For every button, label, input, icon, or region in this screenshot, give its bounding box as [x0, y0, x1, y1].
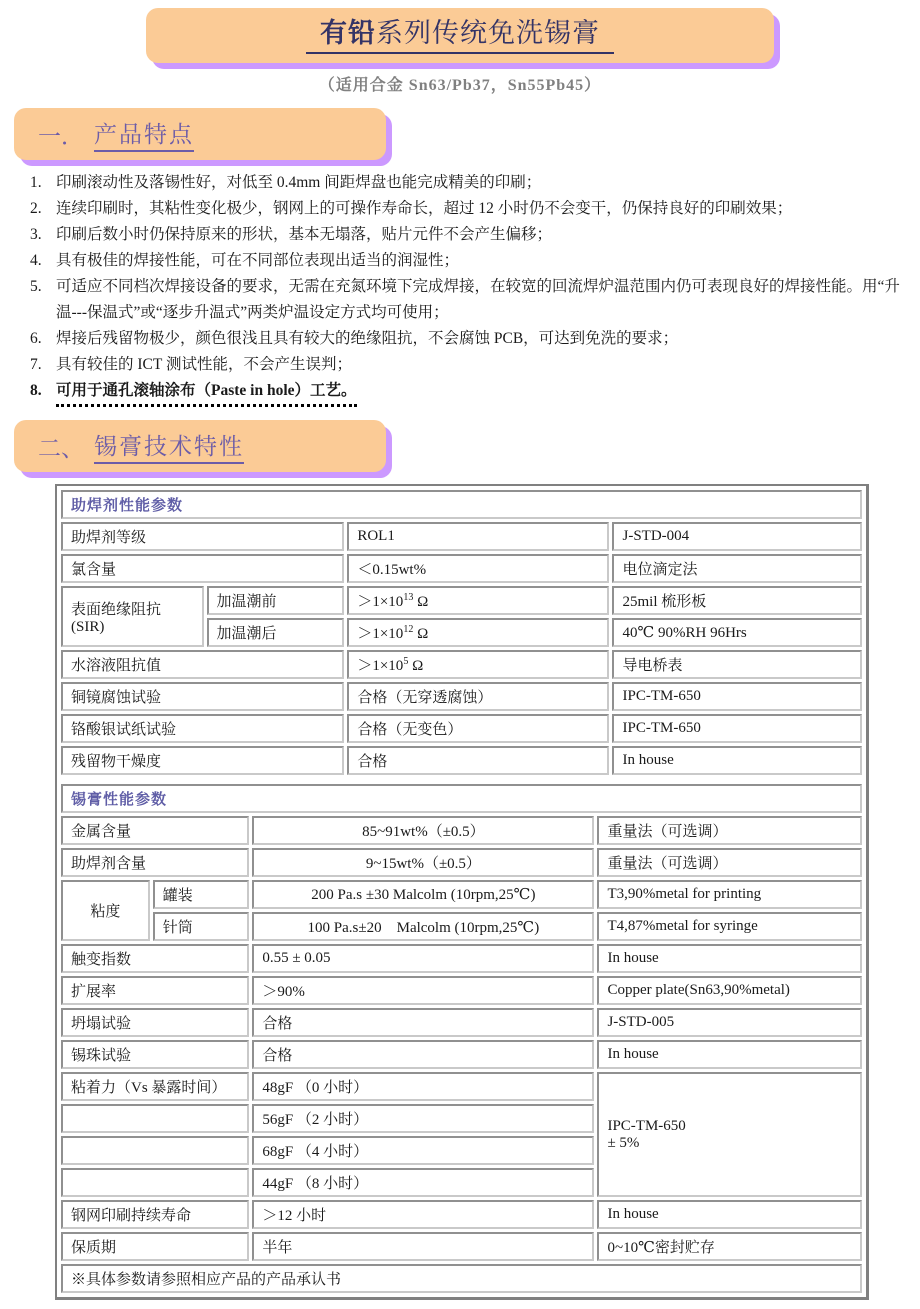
- table-row: [61, 1200, 862, 1229]
- footnote-cell: ※具体参数请参照相应产品的产品承认书: [61, 1264, 862, 1293]
- page-title-bold: 有铅: [320, 17, 376, 48]
- list-item: [30, 196, 910, 222]
- cell-value: 100 Pa.s±20 Malcolm (10rpm,25℃): [252, 912, 594, 941]
- value-exponent: 5: [403, 656, 409, 667]
- list-item-number: 1.: [30, 174, 42, 191]
- cell-label-empty: [61, 1136, 249, 1165]
- cell-value: 200 Pa.s ±30 Malcolm (10rpm,25℃): [252, 880, 594, 909]
- cell-value: [347, 650, 609, 679]
- sir-label-line2: (SIR): [71, 618, 105, 635]
- cell-method: 导电桥表: [612, 650, 862, 679]
- cell-value: 合格: [347, 746, 609, 775]
- cell-label: 助焊剂含量: [61, 848, 249, 877]
- list-item: [30, 274, 910, 326]
- cell-value: 68gF （4 小时）: [252, 1136, 594, 1165]
- section2-number: 二、: [38, 435, 84, 461]
- paste-table-title: 锡膏性能参数: [61, 784, 862, 813]
- cell-method: 25mil 梳形板: [612, 586, 862, 615]
- cell-label: 残留物干燥度: [61, 746, 344, 775]
- cell-value: 半年: [252, 1232, 594, 1261]
- table-row: [61, 976, 862, 1005]
- table-row: [61, 880, 862, 909]
- cell-method: In house: [597, 1200, 862, 1229]
- cell-value: 48gF （0 小时）: [252, 1072, 594, 1101]
- list-item-text: 具有较佳的 ICT 测试性能，不会产生误判；: [56, 356, 352, 373]
- table-row: [61, 1264, 862, 1293]
- cell-value: 合格（无穿透腐蚀）: [347, 682, 609, 711]
- cell-method: IPC-TM-650: [612, 682, 862, 711]
- list-item-text: 焊接后残留物极少，颜色很浅且具有较大的绝缘阻抗，不会腐蚀 PCB，可达到免洗的要求；: [56, 330, 679, 347]
- sir-label-line1: 表面绝缘阻抗: [71, 601, 162, 618]
- cell-label: 水溶液阻抗值: [61, 650, 344, 679]
- cell-method: 40℃ 90%RH 96Hrs: [612, 618, 862, 647]
- list-item-number: 5.: [30, 278, 42, 295]
- cell-sublabel: 加温潮前: [207, 586, 345, 615]
- list-item-text: 印刷滚动性及落锡性好，对低至 0.4mm 间距焊盘也能完成精美的印刷；: [56, 174, 542, 191]
- cell-value: ROL1: [347, 522, 609, 551]
- value-exponent: 12: [403, 624, 414, 635]
- cell-label: 铜镜腐蚀试验: [61, 682, 344, 711]
- list-item-text: 可适应不同档次焊接设备的要求，无需在充氮环境下完成焊接，在较宽的回流焊炉温范围内仍可表现良好的焊接性能。用“升温---保温式”或“逐步升温式”两类炉温设定方式均可使用；: [56, 278, 900, 321]
- cell-label: 触变指数: [61, 944, 249, 973]
- cell-label: 助焊剂等级: [61, 522, 344, 551]
- table-row: [61, 554, 862, 583]
- table-row: [61, 1232, 862, 1261]
- cell-sublabel: 针筒: [153, 912, 250, 941]
- cell-label: 坍塌试验: [61, 1008, 249, 1037]
- table-row: [61, 1008, 862, 1037]
- spec-tables-frame: [55, 484, 869, 1300]
- list-item: [30, 248, 910, 274]
- subtitle-alloy: （适用合金 Sn63/Pb37，Sn55Pb45）: [318, 77, 602, 94]
- cell-label: 铬酸银试纸试验: [61, 714, 344, 743]
- cell-method-tack: [597, 1072, 862, 1197]
- cell-value: [347, 618, 609, 647]
- cell-value: 合格（无变色）: [347, 714, 609, 743]
- cell-value: 44gF （8 小时）: [252, 1168, 594, 1197]
- list-item: [30, 222, 910, 248]
- list-item-text: 连续印刷时，其粘性变化极少，钢网上的可操作寿命长，超过 12 小时仍不会变干，仍保持良好的印刷效果；: [56, 200, 793, 217]
- cell-label-viscosity: 粘度: [61, 880, 150, 941]
- cell-method: In house: [612, 746, 862, 775]
- list-item-text: 印刷后数小时仍保持原来的形状，基本无塌落，贴片元件不会产生偏移；: [56, 226, 553, 243]
- table-section-row: [61, 784, 862, 813]
- table-row: [61, 586, 862, 615]
- cell-method: J-STD-004: [612, 522, 862, 551]
- cell-label-empty: [61, 1168, 249, 1197]
- cell-method: 重量法（可选调）: [597, 848, 862, 877]
- table-row: [61, 848, 862, 877]
- cell-method: In house: [597, 944, 862, 973]
- table-row: [61, 650, 862, 679]
- list-item-number: 7.: [30, 356, 42, 373]
- list-item-number: 8.: [30, 382, 42, 399]
- cell-method: 重量法（可选调）: [597, 816, 862, 845]
- cell-label: 锡珠试验: [61, 1040, 249, 1069]
- table-row: [61, 522, 862, 551]
- cell-label: 保质期: [61, 1232, 249, 1261]
- list-item-number: 6.: [30, 330, 42, 347]
- value-base: ＞1×10: [357, 594, 404, 610]
- table-row: [61, 816, 862, 845]
- cell-label-tack: 粘着力（Vs 暴露时间）: [61, 1072, 249, 1101]
- cell-label: 钢网印刷持续寿命: [61, 1200, 249, 1229]
- table-row: [61, 714, 862, 743]
- page-title: [306, 17, 614, 55]
- section2-header: [14, 420, 386, 472]
- cell-method: 电位滴定法: [612, 554, 862, 583]
- value-unit: Ω: [408, 658, 424, 674]
- cell-label: 金属含量: [61, 816, 249, 845]
- cell-label-empty: [61, 1104, 249, 1133]
- list-item-number: 3.: [30, 226, 42, 243]
- cell-sublabel: 加温潮后: [207, 618, 345, 647]
- tack-method-line2: ± 5%: [607, 1134, 640, 1151]
- cell-method: Copper plate(Sn63,90%metal): [597, 976, 862, 1005]
- cell-value: 合格: [252, 1008, 594, 1037]
- page-title-rest: 系列传统免洗锡膏: [376, 17, 600, 48]
- cell-method: IPC-TM-650: [612, 714, 862, 743]
- list-item: [30, 170, 910, 196]
- cell-value: ＞90%: [252, 976, 594, 1005]
- feature-list: [30, 170, 910, 407]
- document-page: [0, 8, 920, 1300]
- cell-value: ＞12 小时: [252, 1200, 594, 1229]
- cell-value: 9~15wt%（±0.5）: [252, 848, 594, 877]
- title-banner: [146, 8, 774, 63]
- section2-title: 锡膏技术特性: [94, 428, 244, 464]
- tack-method-line1: IPC-TM-650: [607, 1117, 686, 1134]
- table-row: [61, 944, 862, 973]
- cell-label: 氯含量: [61, 554, 344, 583]
- cell-value: 合格: [252, 1040, 594, 1069]
- value-unit: Ω: [413, 594, 429, 610]
- paste-performance-table: [58, 781, 865, 1296]
- list-item-number: 2.: [30, 200, 42, 217]
- table-row: [61, 746, 862, 775]
- table-section-row: [61, 490, 862, 519]
- cell-value: 85~91wt%（±0.5）: [252, 816, 594, 845]
- flux-table-title: 助焊剂性能参数: [61, 490, 862, 519]
- cell-label-sir: [61, 586, 204, 647]
- section1-title: 产品特点: [94, 116, 194, 152]
- list-item-number: 4.: [30, 252, 42, 269]
- list-item: [30, 352, 910, 378]
- cell-value: 0.55 ± 0.05: [252, 944, 594, 973]
- cell-sublabel: 罐装: [153, 880, 250, 909]
- cell-label: 扩展率: [61, 976, 249, 1005]
- table-row: [61, 682, 862, 711]
- value-exponent: 13: [403, 592, 414, 603]
- value-base: ＞1×10: [357, 658, 404, 674]
- list-item: [30, 326, 910, 352]
- cell-method: 0~10℃密封贮存: [597, 1232, 862, 1261]
- cell-method: T3,90%metal for printing: [597, 880, 862, 909]
- list-item-text: 具有极佳的焊接性能，可在不同部位表现出适当的润湿性；: [56, 252, 460, 269]
- section1-header: [14, 108, 386, 160]
- flux-performance-table: [58, 487, 865, 778]
- value-unit: Ω: [413, 626, 429, 642]
- cell-method: J-STD-005: [597, 1008, 862, 1037]
- cell-method: In house: [597, 1040, 862, 1069]
- table-row: [61, 912, 862, 941]
- section1-number: 一．: [38, 123, 84, 149]
- table-row: [61, 1040, 862, 1069]
- cell-method: T4,87%metal for syringe: [597, 912, 862, 941]
- cell-value: [347, 586, 609, 615]
- cell-value: ＜0.15wt%: [347, 554, 609, 583]
- value-base: ＞1×10: [357, 626, 404, 642]
- cell-value: 56gF （2 小时）: [252, 1104, 594, 1133]
- list-item-text-paste-in-hole: 可用于通孔滚轴涂布（Paste in hole）工艺。: [56, 378, 357, 407]
- list-item: [30, 378, 910, 407]
- table-row: [61, 1072, 862, 1101]
